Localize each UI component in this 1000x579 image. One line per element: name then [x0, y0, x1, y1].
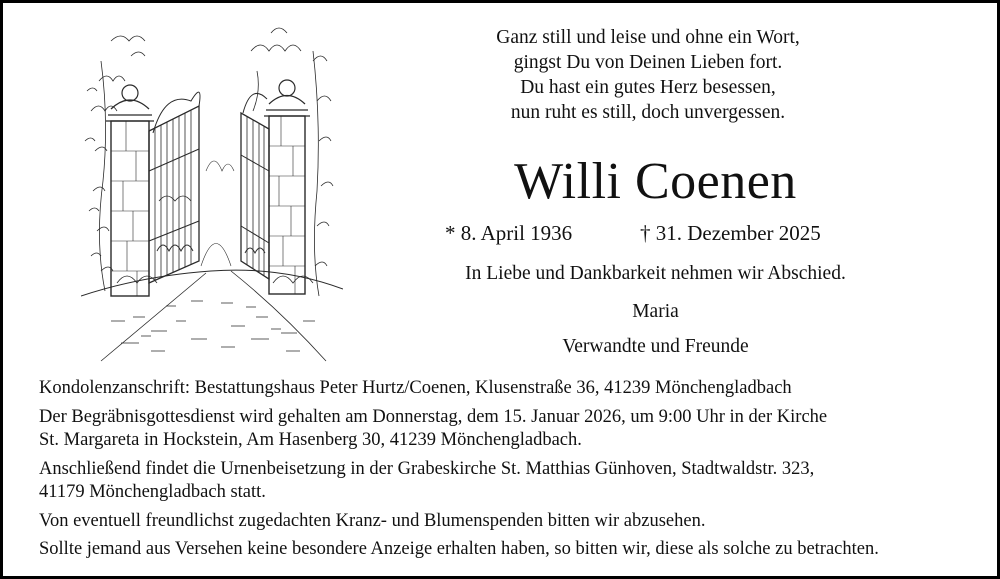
poem-line: gingst Du von Deinen Lieben fort.	[513, 52, 783, 73]
urn-burial-line: 41179 Mönchengladbach statt.	[39, 482, 266, 502]
funeral-service	[39, 406, 979, 453]
mourner-group: Verwandte und Freunde	[562, 336, 749, 357]
service-details	[39, 377, 979, 567]
mourner-name: Maria	[632, 301, 679, 322]
death-date: † 31. Dezember 2025	[640, 221, 821, 245]
farewell-text: In Liebe und Dankbarkeit nehmen wir Abschied.	[465, 263, 846, 284]
birth-date: * 8. April 1936	[445, 221, 573, 245]
notice-request	[39, 538, 979, 562]
funeral-service-line: Der Begräbnisgottesdienst wird gehalten am Donnerstag, dem 15. Januar 2026, um 9:00 Uhr in der Kirche	[39, 406, 828, 427]
garden-gate-illustration	[81, 21, 343, 366]
deceased-name: Willi Coenen	[514, 153, 797, 210]
condolence-line: Kondolenzanschrift: Bestattungshaus Peter Hurtz/Coenen, Klusenstraße 36, 41239 Mönchengladbach	[39, 378, 792, 398]
condolence-address	[39, 377, 979, 401]
poem-line: nun ruht es still, doch unvergessen.	[510, 102, 786, 123]
garden-gate-icon	[81, 21, 343, 366]
flower-request-line: Von eventuell freundlichst zugedachten Kranz- und Blumenspenden bitten wir abzusehen.	[39, 510, 706, 531]
urn-burial-line: Anschließend findet die Urnenbeisetzung in der Grabeskirche St. Matthias Günhoven, Stadtwaldstr. 323,	[39, 458, 815, 479]
flower-request	[39, 510, 979, 534]
poem-line: Ganz still und leise und ohne ein Wort,	[496, 27, 800, 48]
funeral-service-line: St. Margareta in Hockstein, Am Hasenberg 30, 41239 Mönchengladbach.	[39, 430, 582, 450]
notice-request-line: Sollte jemand aus Versehen keine besondere Anzeige erhalten haben, so bitten wir, diese als solche zu betrachten.	[39, 539, 879, 559]
urn-burial	[39, 458, 979, 505]
poem	[383, 25, 913, 125]
poem-line: Du hast ein gutes Herz besessen,	[520, 77, 776, 98]
